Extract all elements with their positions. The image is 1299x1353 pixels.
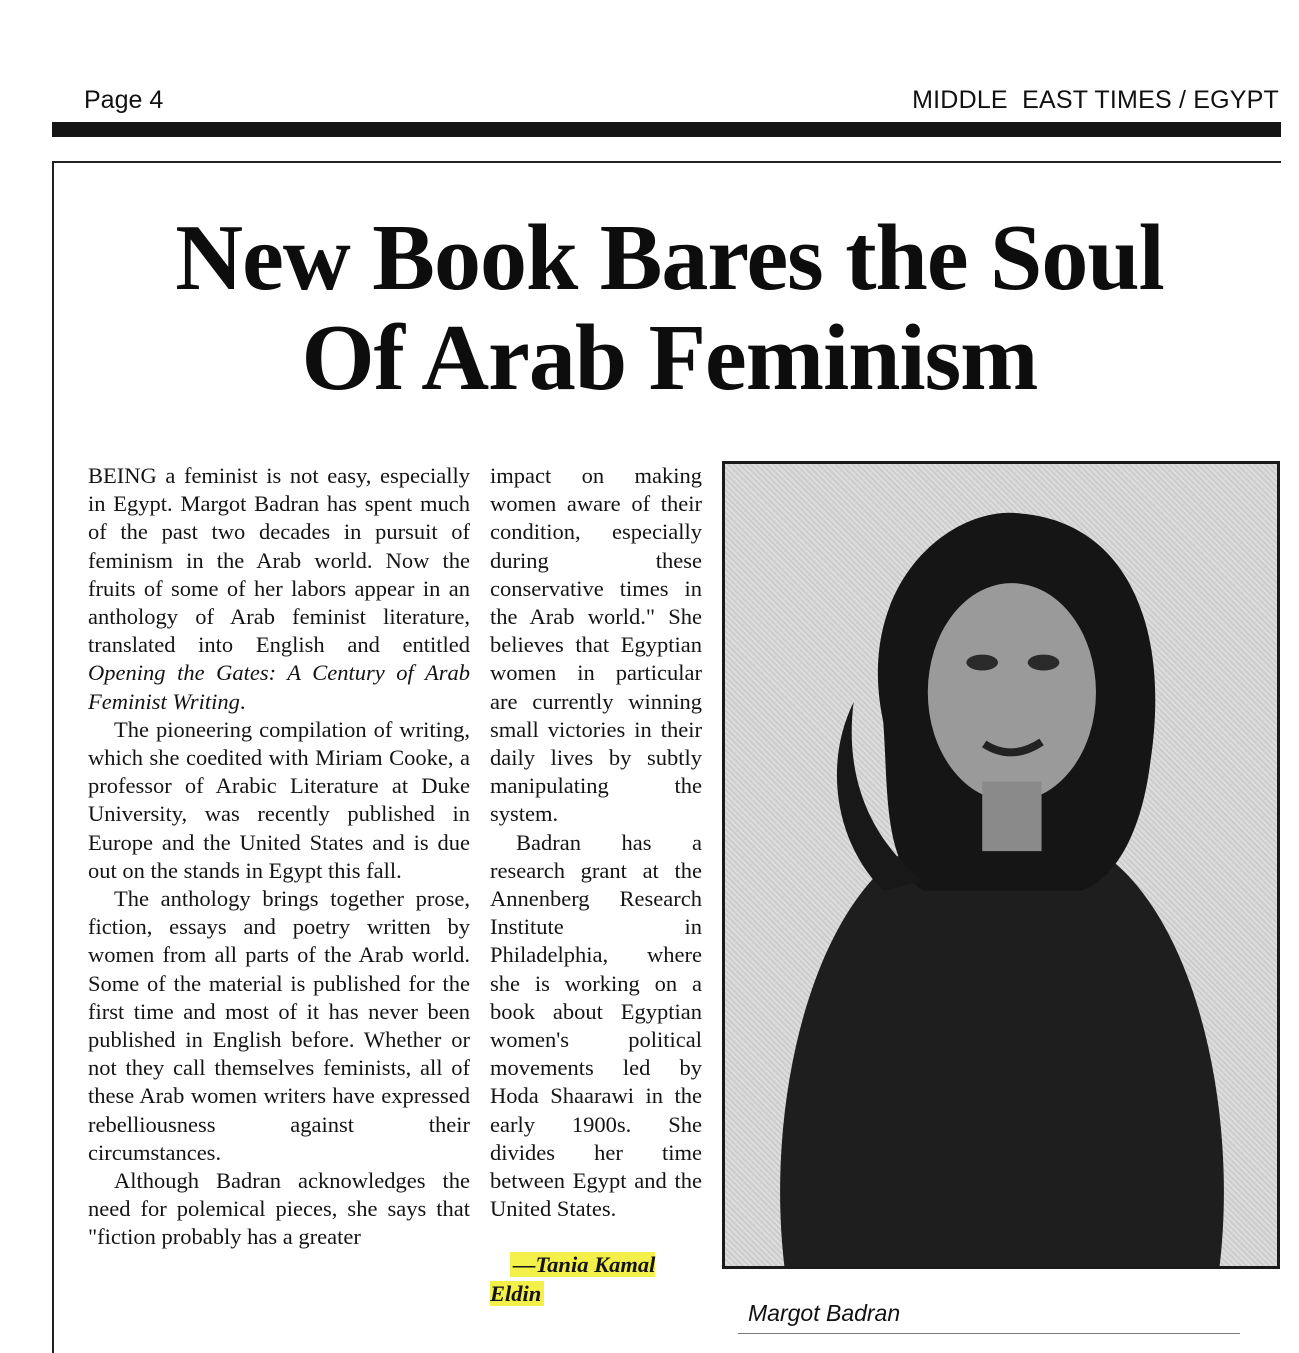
paragraph-4: Although Badran acknowledges the need for polemical pieces, she says that "fiction probably has a greater (88, 1168, 470, 1250)
paragraph-4-continued: impact on making women aware of their condition, especially during these conservative times in the Arab world." She believes that Egyptian women in particular are currently winning small victories in their daily lives by subtly manipulating the system. (490, 463, 702, 827)
article-column-1 (88, 462, 470, 1252)
headline-line-1: New Book Bares the Soul (175, 206, 1164, 310)
article-frame-left (52, 161, 54, 1353)
portrait-illustration (725, 464, 1277, 1266)
header-rule (52, 122, 1281, 137)
paragraph-1: BEING a feminist is not easy, especially in Egypt. Margot Badran has spent much of the past two decades in pursuit of feminism in the Arab world. Now the fruits of some of her labors appear in an anthology of Arab feminist literature, translated into English and entitled Opening the Gates: A Century of Arab Feminist Writing. (88, 463, 470, 714)
page-number: Page 4 (84, 86, 164, 114)
headline-line-2: Of Arab Feminism (301, 306, 1038, 410)
paragraph-5: Badran has a research grant at the Annenberg Research Institute in Philadelphia, where she is working on a book about Egyptian women's political movements led by Hoda Shaarawi in the early 1900s. She divides her time between Egypt and the United States. (490, 829, 702, 1222)
portrait-photo (722, 461, 1280, 1269)
paragraph-2: The pioneering compilation of writing, which she coedited with Miriam Cooke, a professor of Arabic Literature at Duke University, was recently published in Europe and the United States and is due out on the stands in Egypt this fall. (88, 716, 470, 883)
article-frame-top (52, 161, 1281, 163)
publication-name: MIDDLE EAST TIMES / EGYPT (912, 86, 1279, 114)
paragraph-3: The anthology brings together prose, fiction, essays and poetry written by women from all parts of the Arab world. Some of the material is published for the first time and most of it has never been published in English before. Whether or not they call themselves feminists, all of these Arab women writers have expressed rebelliousness against their circumstances. (88, 886, 470, 1165)
headline (60, 208, 1279, 408)
byline: —Tania Kamal Eldin (490, 1252, 656, 1306)
photo-caption: Margot Badran (748, 1300, 901, 1326)
article-column-2 (490, 462, 702, 1308)
caption-rule (738, 1333, 1240, 1334)
book-title: Opening the Gates: A Century of Arab Feminist Writing (88, 660, 470, 714)
